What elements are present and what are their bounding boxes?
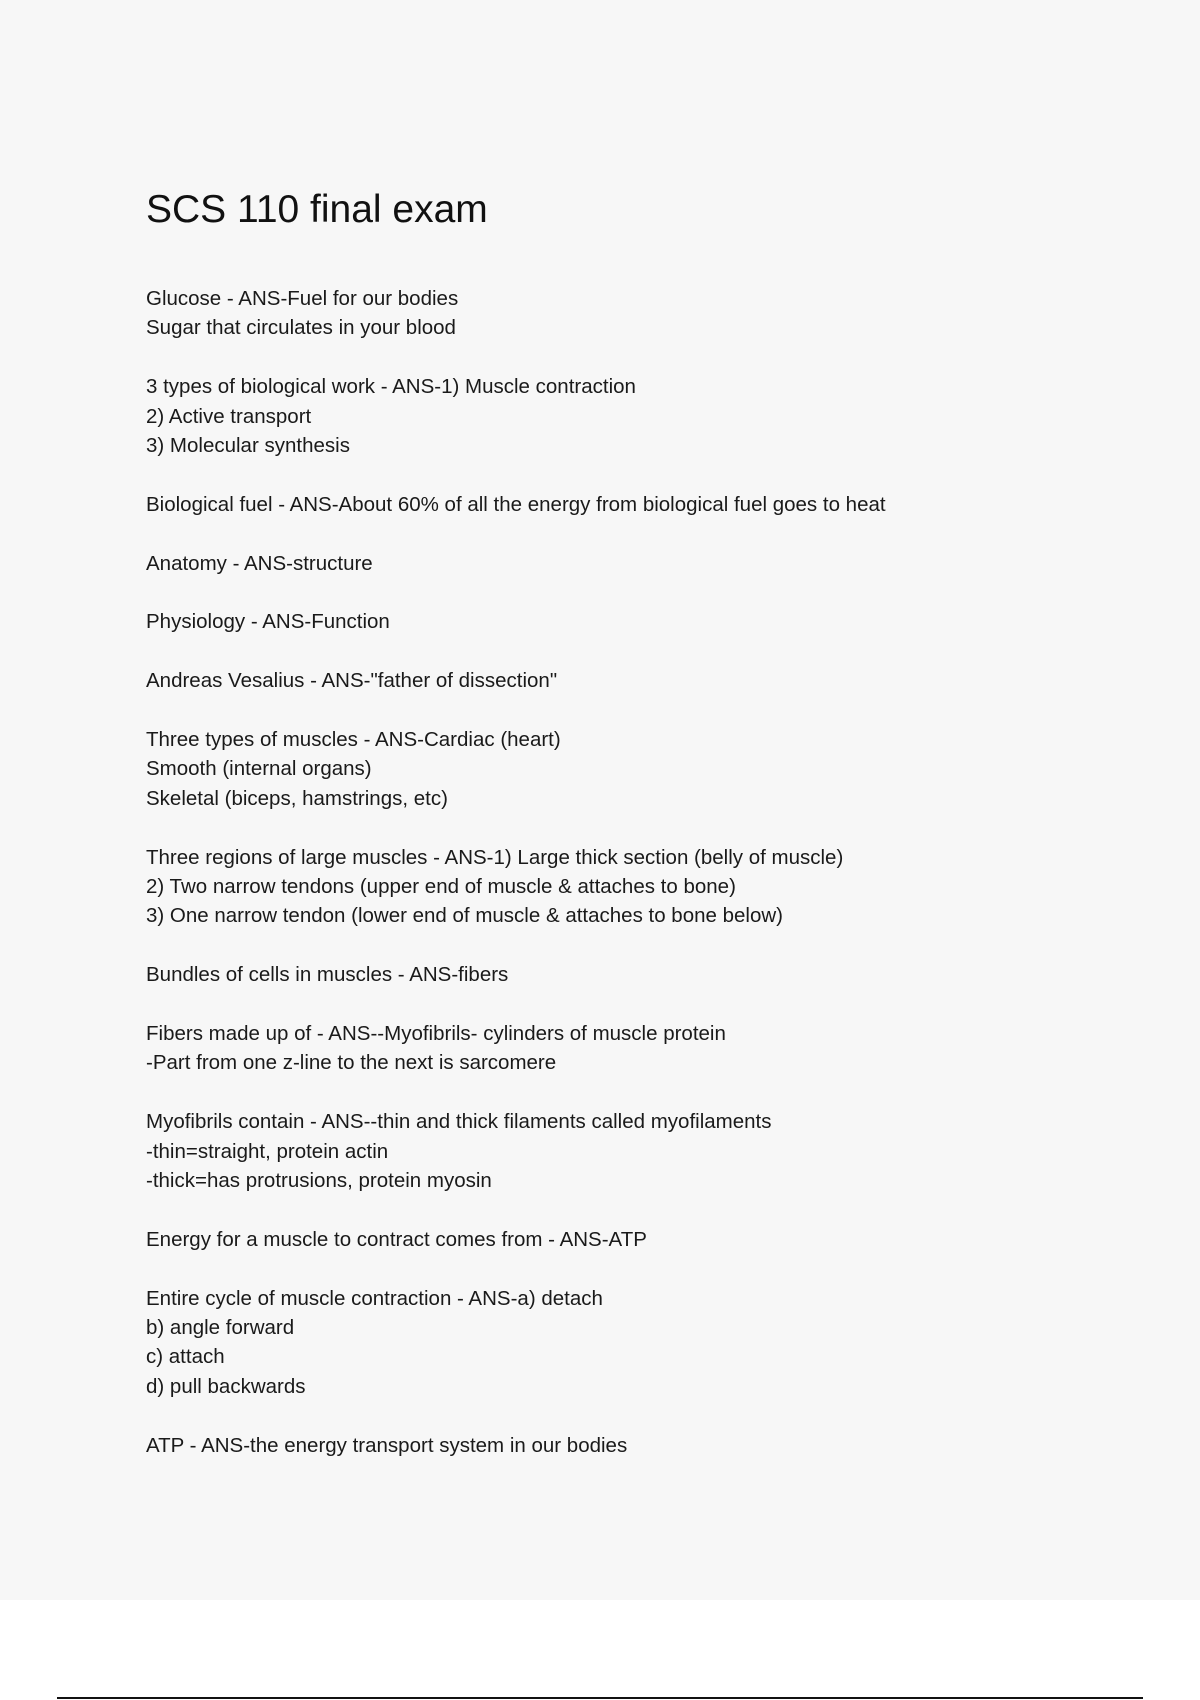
entry-line: -thin=straight, protein actin <box>146 1139 389 1163</box>
flashcard-entry <box>146 1431 1146 1460</box>
entry-line: 2) Two narrow tendons (upper end of muscle & attaches to bone) <box>146 875 736 899</box>
entry-line: Entire cycle of muscle contraction - ANS-a) detach <box>146 1286 603 1310</box>
entry-line: Skeletal (biceps, hamstrings, etc) <box>146 786 448 810</box>
entry-line: b) angle forward <box>146 1316 295 1340</box>
entry-line: 3) Molecular synthesis <box>146 434 350 458</box>
entry-line: Bundles of cells in muscles - ANS-fibers <box>146 963 509 987</box>
entry-line: Energy for a muscle to contract comes from - ANS-ATP <box>146 1227 647 1251</box>
entry-line: d) pull backwards <box>146 1374 306 1398</box>
entry-line: Three types of muscles - ANS-Cardiac (heart) <box>146 728 561 751</box>
flashcard-entry <box>146 960 1146 989</box>
flashcard-entry <box>146 725 1146 813</box>
flashcard-entry <box>146 843 1146 931</box>
flashcard-entry <box>146 1019 1146 1078</box>
flashcard-entry <box>146 1284 1146 1402</box>
document-content <box>146 184 1146 1489</box>
entry-line: Physiology - ANS-Function <box>146 610 390 634</box>
entry-line: 3 types of biological work - ANS-1) Muscle contraction <box>146 375 636 399</box>
entry-line: ATP - ANS-the energy transport system in our bodies <box>146 1433 628 1457</box>
page-divider <box>57 1697 1143 1699</box>
entry-line: 2) Active transport <box>146 404 312 428</box>
flashcard-entry <box>146 607 1146 636</box>
entry-line: Glucose - ANS-Fuel for our bodies <box>146 287 459 310</box>
flashcard-entry <box>146 372 1146 460</box>
entry-line: c) attach <box>146 1345 225 1369</box>
entry-line: -thick=has protrusions, protein myosin <box>146 1169 492 1193</box>
flashcard-list <box>146 284 1146 1460</box>
entry-line: Sugar that circulates in your blood <box>146 316 456 340</box>
entry-line: Andreas Vesalius - ANS-"father of dissection" <box>146 669 558 693</box>
entry-line: Anatomy - ANS-structure <box>146 551 373 575</box>
flashcard-entry <box>146 1107 1146 1195</box>
entry-line: Myofibrils contain - ANS--thin and thick filaments called myofilaments <box>146 1110 772 1134</box>
entry-line: 3) One narrow tendon (lower end of muscle & attaches to bone below) <box>146 904 783 928</box>
flashcard-entry <box>146 549 1146 578</box>
entry-line: Smooth (internal organs) <box>146 757 372 781</box>
entry-line: Fibers made up of - ANS--Myofibrils- cylinders of muscle protein <box>146 1022 726 1046</box>
flashcard-entry <box>146 1225 1146 1254</box>
entry-line: -Part from one z-line to the next is sarcomere <box>146 1051 557 1075</box>
flashcard-entry <box>146 490 1146 519</box>
entry-line: Biological fuel - ANS-About 60% of all the energy from biological fuel goes to heat <box>146 492 886 516</box>
flashcard-entry <box>146 666 1146 695</box>
flashcard-entry <box>146 284 1146 343</box>
entry-line: Three regions of large muscles - ANS-1) Large thick section (belly of muscle) <box>146 845 844 869</box>
document-title: SCS 110 final exam <box>146 188 488 231</box>
